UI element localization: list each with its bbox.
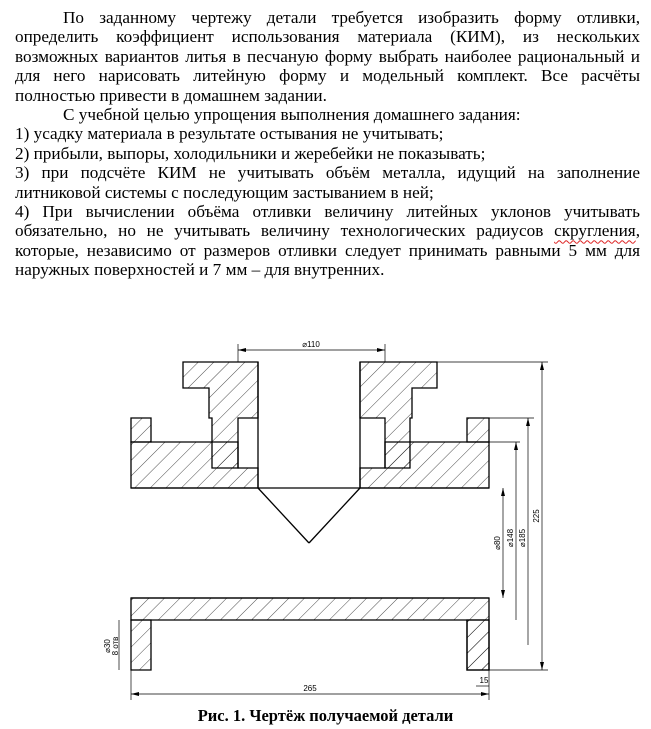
- hatched-wall-sections: [131, 362, 489, 670]
- cone-right: [309, 488, 360, 543]
- left-flange-top: [131, 418, 151, 442]
- simplifications-heading: С учебной целью упрощения выполнения домашнего задания:: [63, 105, 521, 125]
- dim-label-265: 265: [303, 684, 317, 693]
- intro-paragraph: По заданному чертежу детали требуется изобразить форму отливки, определить коэффициент использования материала (КИМ), из нескольких возможных вариантов литья в песчаную форму выбрать наиболее рациональный и для него нарисовать литейную форму и модельный комплект. Все расчёты полностью привести в домашнем задании.: [15, 8, 640, 105]
- list-item-3: 3) при подсчёте КИМ не учитывать объём металла, идущий на заполнение литниковой системы с последующим застыванием в ней;: [15, 163, 640, 202]
- right-flange-bottom: [467, 620, 489, 670]
- dim-label-15: 15: [479, 676, 489, 685]
- list-item-1: 1) усадку материала в результате остывания не учитывать;: [15, 124, 444, 144]
- dim-label-8-holes: 8 отв: [111, 636, 120, 656]
- dim-label-110: ⌀110: [302, 340, 320, 349]
- right-flange-top: [467, 418, 489, 442]
- list-item-4-end: , которые, независимо от размеров отливки следует принимать равными 5 мм для наружных поверхностей и 7 мм – для внутренних.: [15, 221, 640, 280]
- figure-caption: Рис. 1. Чертёж получаемой детали: [197, 706, 454, 725]
- bottom-wall: [131, 598, 489, 670]
- dim-label-148: ⌀148: [506, 528, 515, 548]
- dim-label-30: ⌀30: [103, 639, 112, 653]
- right-upper-wall: [360, 442, 489, 488]
- spellcheck-flagged-word: скругления: [554, 221, 636, 241]
- cone-left: [258, 488, 309, 543]
- list-item-2: 2) прибыли, выпоры, холодильники и жеребейки не показывать;: [15, 143, 486, 163]
- dim-label-225: 225: [532, 509, 541, 523]
- dim-label-80: ⌀80: [493, 536, 502, 550]
- left-upper-wall: [131, 442, 258, 488]
- list-item-4-start: 4) При вычислении объёма отливки величину литейных уклонов учитывать обязательно, но не учитывать величину технологических радиусов: [15, 202, 640, 241]
- dim-label-185: ⌀185: [518, 528, 527, 548]
- left-flange-bottom: [131, 620, 151, 670]
